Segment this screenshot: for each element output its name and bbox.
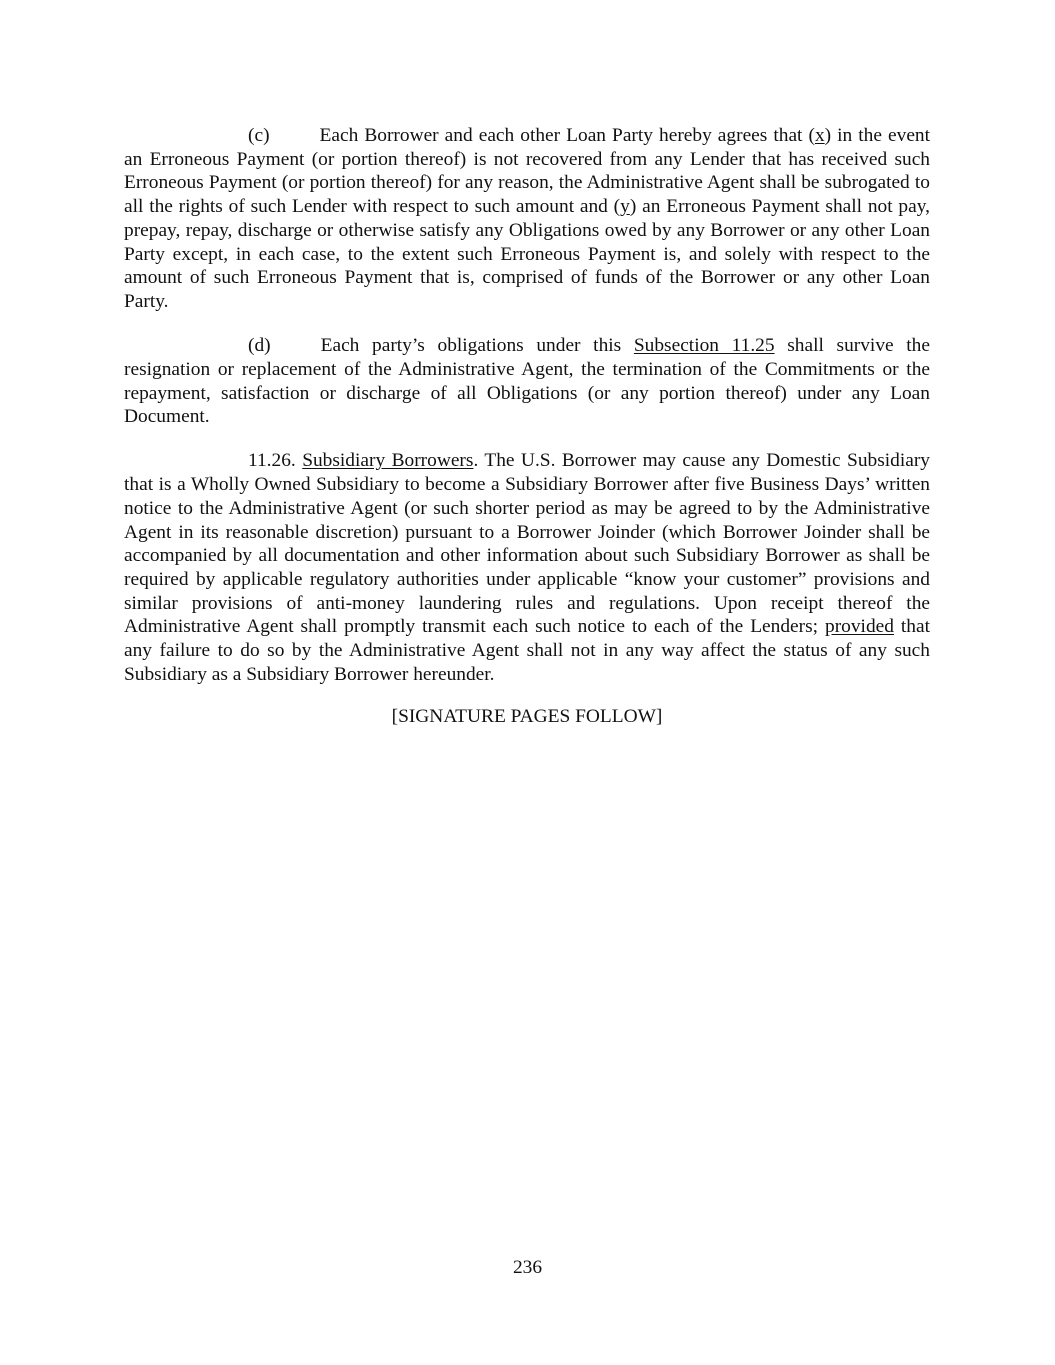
paragraph-text: Each party’s obligations under this (320, 335, 634, 357)
signature-pages-note: [SIGNATURE PAGES FOLLOW] (391, 706, 663, 728)
provided-term: provided (825, 616, 894, 638)
section-text: that any failure to do so by the Administrative Agent shall not in any way affect the status of any such Subsidiary as a Subsidiary Borrower hereunder. (124, 616, 930, 685)
paragraph-label: (c) (248, 125, 270, 146)
clause-marker-y: y (620, 196, 630, 218)
section-11-26 (124, 449, 930, 686)
paragraph-text: ) an Erroneous Payment shall not pay, prepay, repay, discharge or otherwise satisfy any Obligations owed by any Borrower or any other Loan Party except, in each case, to the extent such Erroneous Payment is, and solely with respect to the amount of such Erroneous Payment that is, comprised of funds of the Borrower or any other Loan Party. (124, 196, 930, 312)
subsection-reference: Subsection 11.25 (633, 335, 775, 357)
section-number: 11.26. (248, 450, 296, 472)
paragraph-d (124, 334, 930, 429)
paragraph-label: (d) (248, 335, 271, 357)
paragraph-text: Each Borrower and each other Loan Party hereby agrees that ( (319, 125, 815, 146)
page-number: 236 (512, 1257, 543, 1278)
document-page (124, 124, 930, 729)
paragraph-text: shall survive the resignation or replacement of the Administrative Agent, the termination of the Commitments or the repayment, satisfaction or discharge of all Obligations (or any portion thereof) under any Loan Document. (124, 335, 930, 428)
clause-marker-x: x (814, 125, 825, 146)
paragraph-text: ) in the event an Erroneous Payment (or portion thereof) is not recovered from any Lender that has received such Erroneous Payment (or portion thereof) for any reason, the Administrative Agent shall be subrogated to all the rights of such Lender with respect to such amount and ( (124, 125, 931, 218)
section-heading: Subsidiary Borrowers (302, 450, 474, 472)
section-text: . The U.S. Borrower may cause any Domestic Subsidiary that is a Wholly Owned Subsidiary to become a Subsidiary Borrower after five Business Days’ written notice to the Administrative Agent (or such shorter period as may be agreed to by the Administrative Agent in its reasonable discretion) pursuant to a Borrower Joinder (which Borrower Joinder shall be accompanied by all documentation and other information about such Subsidiary Borrower as shall be required by applicable regulatory authorities under applicable “know your customer” provisions and similar provisions of anti-money laundering rules and regulations. Upon receipt thereof the Administrative Agent shall promptly transmit each such notice to each of the Lenders; (124, 450, 930, 638)
paragraph-c (124, 124, 930, 314)
